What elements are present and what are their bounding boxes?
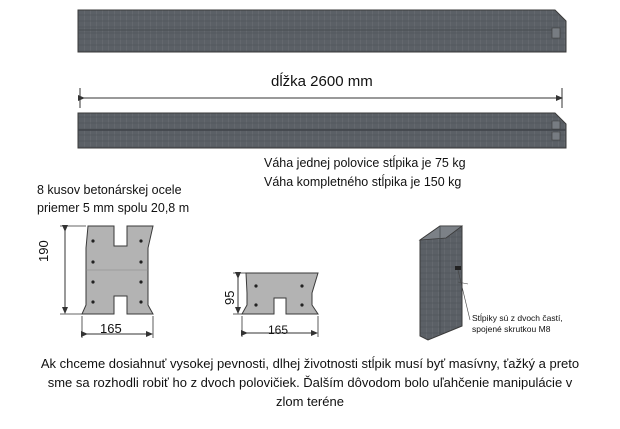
post-perspective-view: [420, 226, 470, 340]
length-label: dĺžka 2600 mm: [271, 73, 373, 90]
joint-note-line1: Stĺpiky sú z dvoch častí,: [472, 313, 563, 323]
caption-line3: zlom teréne: [276, 394, 344, 409]
half-cross-section: [242, 273, 318, 314]
weight-full-label: Váha kompletného stĺpika je 150 kg: [264, 175, 462, 189]
half-post-side-view: [78, 113, 566, 148]
height-half-label: 95: [222, 290, 237, 305]
rebar-count-label: 8 kusov betonárskej ocele: [37, 183, 182, 197]
length-dimension-line: [80, 88, 562, 108]
joint-note-line2: spojené skrutkou M8: [472, 324, 551, 334]
width-full-label: 165: [100, 321, 122, 336]
height-full-label: 190: [36, 240, 51, 262]
width-half-label: 165: [268, 323, 289, 337]
full-cross-section: [82, 226, 153, 314]
rebar-diameter-label: priemer 5 mm spolu 20,8 m: [37, 201, 190, 215]
weight-half-label: Váha jednej polovice stĺpika je 75 kg: [264, 156, 466, 170]
caption-line2: sme sa rozhodli robiť ho z dvoch polovičiek. Ďalším dôvodom bolo uľahčenie manipulácie v: [47, 375, 573, 390]
caption-line1: Ak chceme dosiahnuť vysokej pevnosti, dlhej životnosti stĺpik musí byť masívny, ťažký a preto: [40, 356, 580, 371]
full-post-side-view: [78, 10, 566, 52]
